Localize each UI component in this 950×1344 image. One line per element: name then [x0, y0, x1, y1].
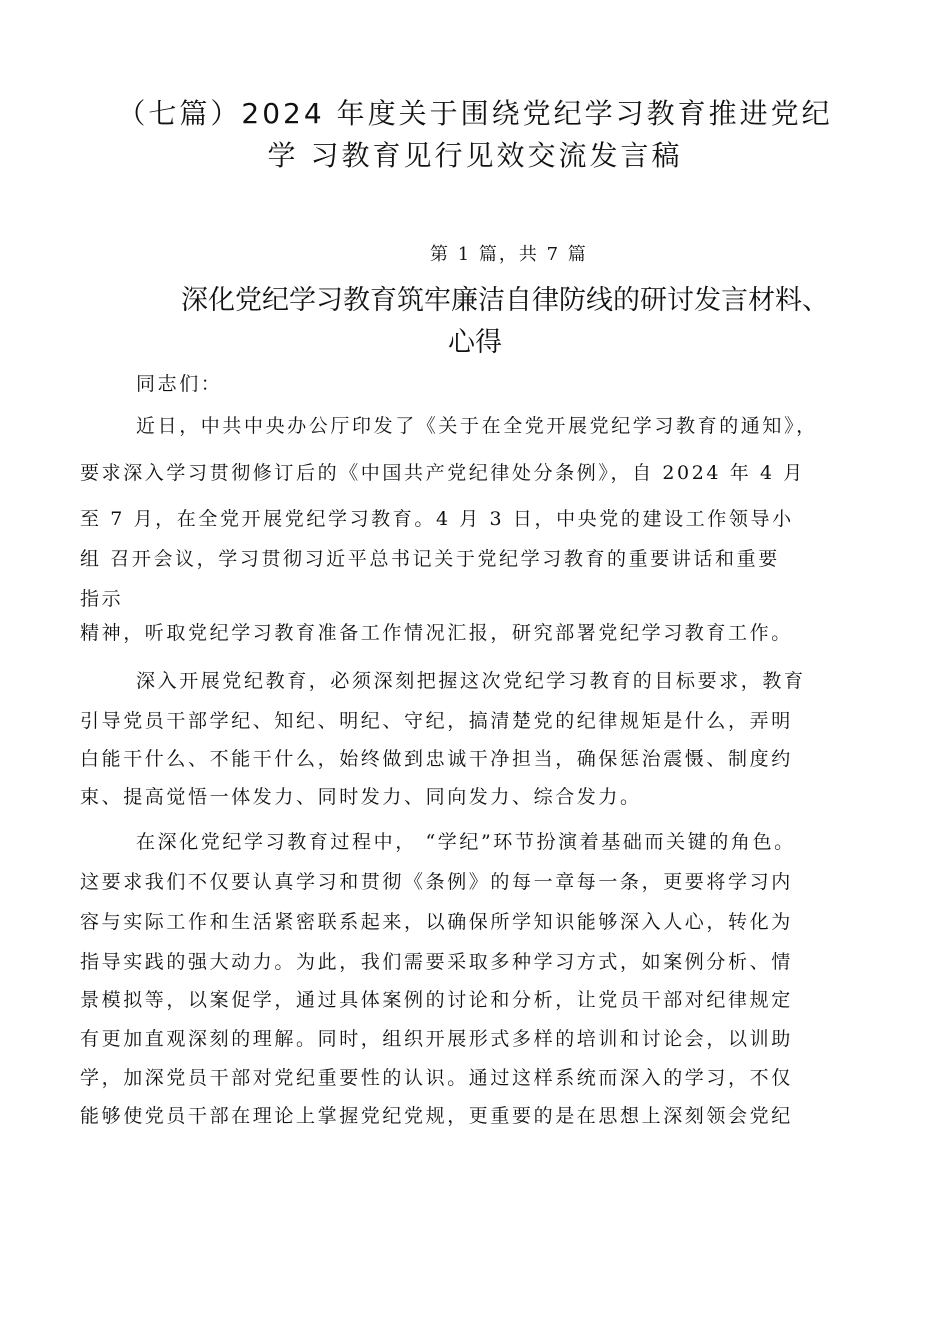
body-line: 组 召开会议，学习贯彻习近平总书记关于党纪学习教育的重要讲话和重要 [80, 548, 780, 570]
body-line: 有更加直观深刻的理解。同时，组织开展形式多样的培训和讨论会，以训助 [80, 1028, 793, 1050]
part-label: 第 1 篇，共 7 篇 [430, 244, 588, 265]
document-title-line-1: （七篇）2024 年度关于围绕党纪学习教育推进党纪 [117, 97, 833, 130]
body-line: 学，加深党员干部对党纪重要性的认识。通过这样系统而深入的学习，不仅 [80, 1067, 793, 1089]
body-line: 深入开展党纪教育，必须深刻把握这次党纪学习教育的目标要求，教育 [136, 670, 806, 692]
body-line: 容与实际工作和生活紧密联系起来，以确保所学知识能够深入人心，转化为 [80, 911, 793, 933]
body-line: 精神，听取党纪学习教育准备工作情况汇报，研究部署党纪学习教育工作。 [80, 622, 793, 644]
body-line: 至 7 月，在全党开展党纪学习教育。4 月 3 日，中央党的建设工作领导小 [80, 508, 794, 530]
body-line: 指导实践的强大动力。为此，我们需要采取多种学习方式，如案例分析、情 [80, 951, 793, 973]
body-line: 近日，中共中央办公厅印发了《关于在全党开展党纪学习教育的通知》， [136, 415, 818, 437]
body-line: 在深化党纪学习教育过程中， “学纪”环节扮演着基础而关键的角色。 [136, 831, 796, 853]
body-line: 能够使党员干部在理论上掌握党纪党规，更重要的是在思想上深刻领会党纪 [80, 1105, 793, 1127]
section-title-line-1: 深化党纪学习教育筑牢廉洁自律防线的研讨发言材料、 [181, 285, 829, 316]
salutation: 同志们： [136, 373, 223, 395]
body-line: 这要求我们不仅要认真学习和贯彻《条例》的每一章每一条，更要将学习内 [80, 871, 793, 893]
body-line: 要求深入学习贯彻修订后的《中国共产党纪律处分条例》，自 2024 年 4 月 [80, 462, 805, 484]
body-line: 束、提高觉悟一体发力、同时发力、同向发力、综合发力。 [80, 786, 642, 808]
body-line: 引导党员干部学纪、知纪、明纪、守纪，搞清楚党的纪律规矩是什么，弄明 [80, 710, 793, 732]
section-title-line-2: 心得 [448, 327, 502, 358]
body-line: 指示 [80, 588, 124, 610]
document-title-line-2: 学 习教育见行见效交流发言稿 [267, 139, 683, 172]
body-line: 白能干什么、不能干什么，始终做到忠诚干净担当，确保惩治震慑、制度约 [80, 748, 793, 770]
body-line: 景模拟等，以案促学，通过具体案例的讨论和分析，让党员干部对纪律规定 [80, 989, 793, 1011]
